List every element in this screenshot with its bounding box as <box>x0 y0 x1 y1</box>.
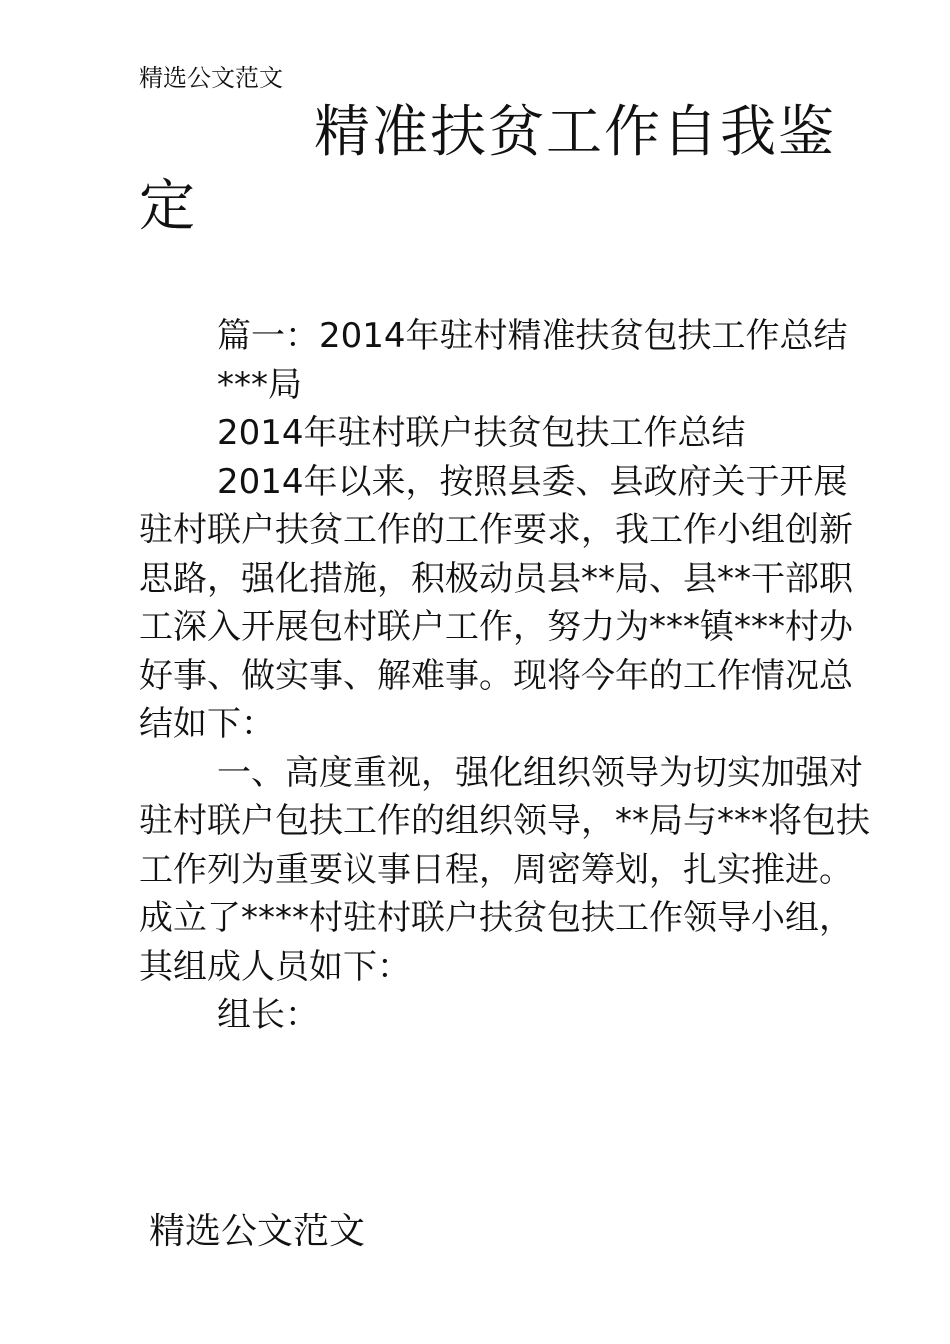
document-body <box>139 312 874 1040</box>
author-line: ***局 <box>217 364 302 405</box>
header-label: 精选公文范文 <box>139 64 283 92</box>
body-paragraph: 一、高度重视，强化组织领导为切实加强对驻村联户包扶工作的组织领导，**局与***将包扶工作列为重要议事日程，周密筹划，扎实推进。成立了****村驻村联户扶贫包扶工作领导小组，其组成人员如下： <box>139 752 870 987</box>
body-paragraph: 组长： <box>217 995 319 1035</box>
body-paragraph: 2014年以来，按照县委、县政府关于开展驻村联户扶贫工作的工作要求，我工作小组创新思路，强化措施，积极动员县**局、县**干部职工深入开展包村联户工作，努力为***镇***村办好事、做实事、解难事。现将今年的工作情况总结如下： <box>139 461 853 744</box>
document-title: 精准扶贫工作自我鉴定 <box>139 100 836 239</box>
footer-label: 精选公文范文 <box>149 1211 366 1252</box>
section-heading: 篇一：2014年驻村精准扶贫包扶工作总结 <box>217 316 848 356</box>
subtitle-line: 2014年驻村联户扶贫包扶工作总结 <box>217 413 746 453</box>
